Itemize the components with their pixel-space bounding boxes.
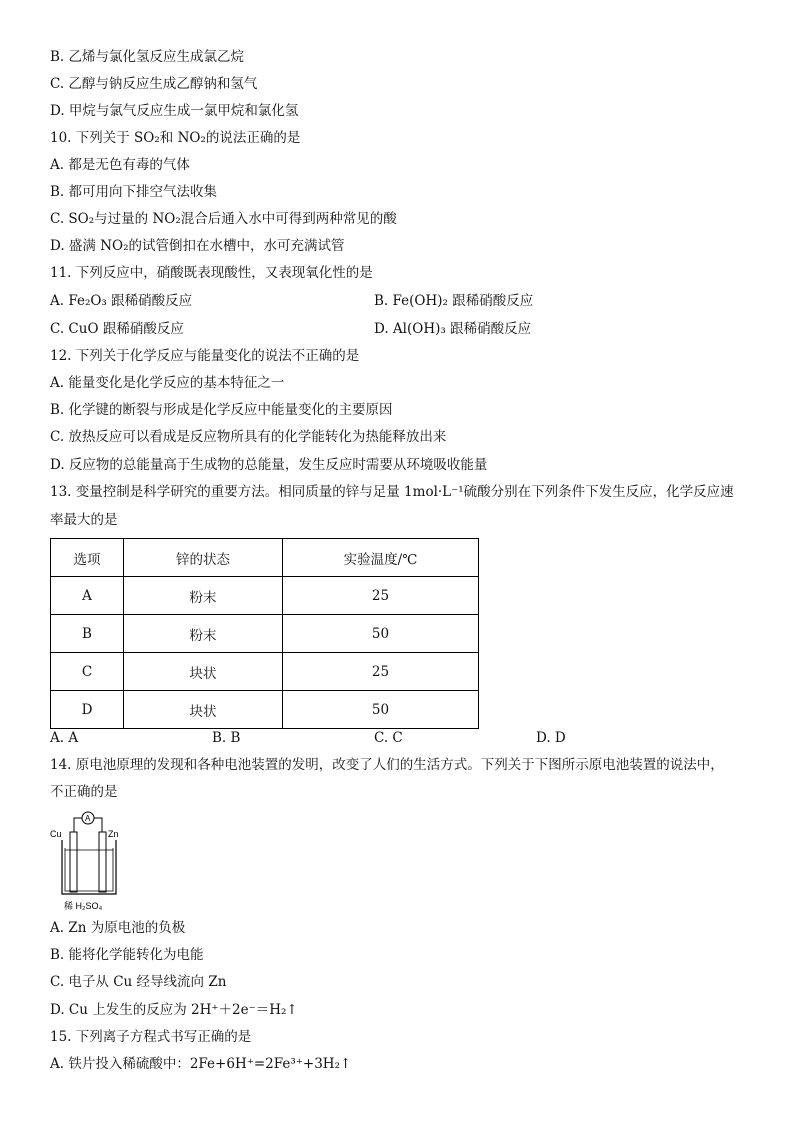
q13-option-b: B. B (212, 730, 241, 746)
line-b: B. 乙烯与氯化氢反应生成氯乙烷 (50, 49, 245, 65)
cell-option: C (51, 653, 124, 691)
header-zinc-state: 锌的状态 (124, 539, 283, 577)
q11-option-d: D. Al(OH)₃ 跟稀硝酸反应 (374, 321, 532, 337)
q10-option-a: A. 都是无色有毒的气体 (50, 157, 190, 173)
q11-option-b: B. Fe(OH)₂ 跟稀硝酸反应 (374, 293, 534, 309)
question-13: 13. 变量控制是科学研究的重要方法。相同质量的锌与足量 1mol·L⁻¹硫酸分别在下列条件下发生反应，化学反应速 (50, 484, 734, 500)
q11-option-c: C. CuO 跟稀硝酸反应 (50, 321, 184, 337)
header-option: 选项 (51, 539, 124, 577)
q12-option-c: C. 放热反应可以看成是反应物所具有的化学能转化为热能释放出来 (50, 429, 447, 445)
q13-option-d: D. D (536, 730, 566, 746)
zn-label: Zn (108, 829, 119, 839)
question-14-cont: 不正确的是 (50, 784, 118, 800)
q15-option-a: A. 铁片投入稀硫酸中：2Fe+6H⁺=2Fe³⁺+3H₂↑ (50, 1056, 352, 1072)
q13-option-a: A. A (50, 730, 79, 746)
q12-option-a: A. 能量变化是化学反应的基本特征之一 (50, 375, 285, 391)
table-row (51, 653, 479, 691)
solution-label: 稀 H₂SO₄ (64, 901, 103, 911)
q14-option-b: B. 能将化学能转化为电能 (50, 947, 204, 963)
zn-electrode (99, 832, 106, 892)
cell-option: A (51, 577, 124, 615)
q10-option-b: B. 都可用向下排空气法收集 (50, 184, 218, 200)
line-c: C. 乙醇与钠反应生成乙醇钠和氢气 (50, 76, 258, 92)
q14-option-c: C. 电子从 Cu 经导线流向 Zn (50, 974, 227, 990)
q14-option-d: D. Cu 上发生的反应为 2H⁺＋2e⁻＝H₂↑ (50, 1002, 298, 1018)
question-10: 10. 下列关于 SO₂和 NO₂的说法正确的是 (50, 130, 301, 146)
cell-state: 块状 (124, 691, 283, 729)
q12-option-b: B. 化学键的断裂与形成是化学反应中能量变化的主要原因 (50, 402, 393, 418)
q11-option-a: A. Fe₂O₃ 跟稀硝酸反应 (50, 293, 193, 309)
table-row (51, 615, 479, 653)
q13-option-c: C. C (374, 730, 403, 746)
table-row (51, 691, 479, 729)
question-11: 11. 下列反应中，硝酸既表现酸性，又表现氧化性的是 (50, 265, 373, 281)
q10-option-c: C. SO₂与过量的 NO₂混合后通入水中可得到两种常见的酸 (50, 211, 397, 227)
ammeter-label: A (85, 814, 91, 823)
question-15: 15. 下列离子方程式书写正确的是 (50, 1029, 252, 1045)
question-12: 12. 下列关于化学反应与能量变化的说法不正确的是 (50, 348, 360, 364)
cell-state: 粉末 (124, 577, 283, 615)
header-temperature: 实验温度/℃ (283, 539, 479, 577)
cell-option: D (51, 691, 124, 729)
cell-temp: 50 (283, 615, 479, 653)
q12-option-d: D. 反应物的总能量高于生成物的总能量，发生反应时需要从环境吸收能量 (50, 457, 488, 473)
cell-temp: 25 (283, 577, 479, 615)
question-14: 14. 原电池原理的发现和各种电池装置的发明，改变了人们的生活方式。下列关于下图所示原电池装置的说法中， (50, 757, 724, 773)
table-row (51, 577, 479, 615)
q10-option-d: D. 盛满 NO₂的试管倒扣在水槽中，水可充满试管 (50, 238, 345, 254)
cell-state: 块状 (124, 653, 283, 691)
cell-temp: 25 (283, 653, 479, 691)
cell-state: 粉末 (124, 615, 283, 653)
cell-temp: 50 (283, 691, 479, 729)
table-header-row (51, 539, 479, 577)
q14-option-a: A. Zn 为原电池的负极 (50, 920, 186, 936)
cu-label: Cu (50, 829, 62, 839)
cu-electrode (70, 832, 77, 892)
cell-option: B (51, 615, 124, 653)
question-13-cont: 率最大的是 (50, 512, 118, 528)
line-d: D. 甲烷与氯气反应生成一氯甲烷和氯化氢 (50, 103, 299, 119)
q13-table (50, 538, 479, 729)
galvanic-cell-diagram (50, 810, 135, 915)
